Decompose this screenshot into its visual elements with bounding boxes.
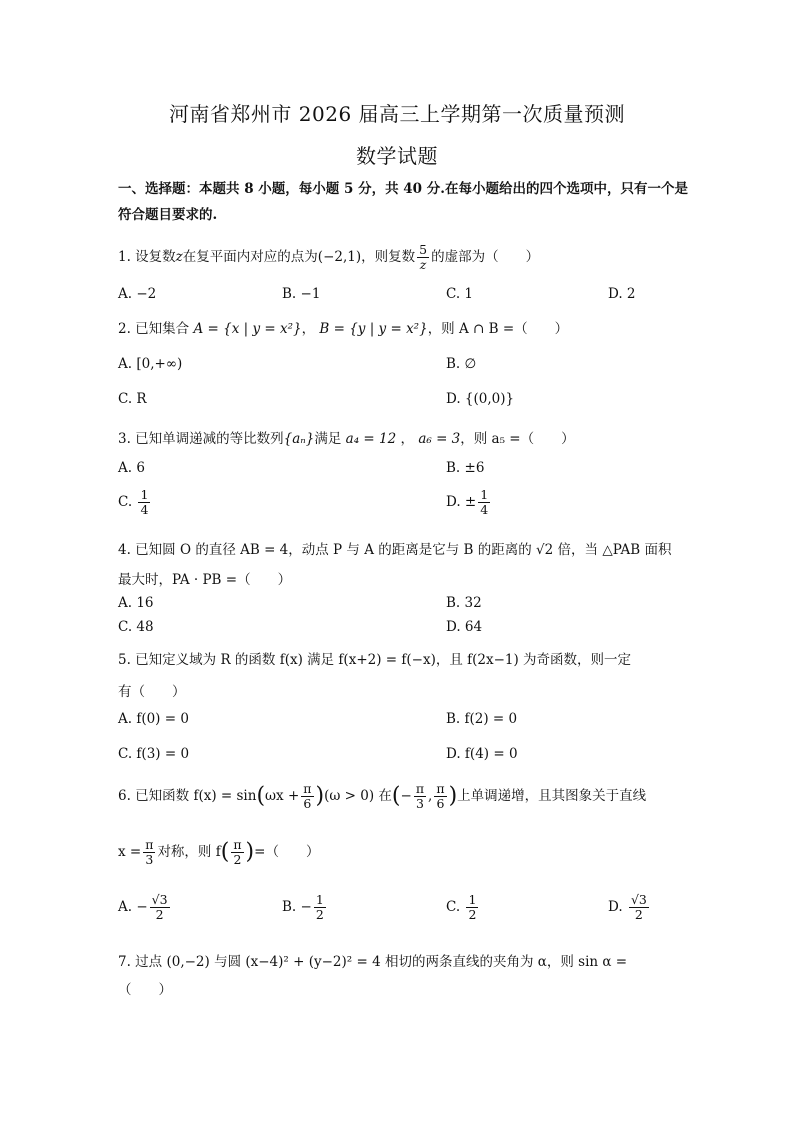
question-3: 3. 已知单调递减的等比数列{aₙ}满足 a₄ = 12 ， a₆ = 3，则 a₅ =（ ） [118,431,575,447]
q4-option-b[interactable]: B. 32 [446,595,482,611]
q3-option-d[interactable]: D. ± $\frac{1}{4}$ [446,487,489,517]
q1-option-d[interactable]: D. 2 [608,286,636,302]
exam-subtitle: 数学试题 [356,144,438,168]
question-6-line-1: 6. 已知函数 f(x) = sin(ωx + $\frac{\pi}{6}$ )(ω > 0) 在(− $\frac{\pi}{3}$ , $\frac{\pi}{6}$ )上单调递增，且其图象关于直线 [118,781,647,811]
section-heading: 一、选择题：本题共 8 小题，每小题 5 分，共 40 分.在每小题给出的四个选项中，只有一个是符合题目要求的. [118,181,688,223]
q4-option-c[interactable]: C. 48 [118,619,154,635]
question-1: 1. 设复数z在复平面内对应的点为(−2,1)，则复数 $\frac{5}{z}$ 的虚部为（ ） [118,242,540,272]
q3-option-b[interactable]: B. ±6 [446,460,485,476]
question-7-line-1: 7. 过点 (0,−2) 与圆 (x−4)² + (y−2)² = 4 相切的两条直线的夹角为 α，则 sin α = [118,954,628,970]
q2-option-a[interactable]: A. [0,+∞) [118,356,183,372]
question-2: 2. 已知集合 A = {x | y = x²}， B = {y | y = x²}，则 A ∩ B =（ ） [118,321,569,337]
q5-option-c[interactable]: C. f(3) = 0 [118,746,190,762]
exam-title: 河南省郑州市 2026 届高三上学期第一次质量预测 [168,102,626,126]
question-5-line-1: 5. 已知定义域为 R 的函数 f(x) 满足 f(x+2) = f(−x)，且 f(2x−1) 为奇函数，则一定 [118,652,632,668]
q1-option-c[interactable]: C. 1 [446,286,474,302]
q5-option-a[interactable]: A. f(0) = 0 [118,711,189,727]
q5-option-b[interactable]: B. f(2) = 0 [446,711,518,727]
q2-option-b[interactable]: B. ∅ [446,356,477,372]
q6-option-d[interactable]: D. $\frac{√3}{2}$ [608,892,647,922]
q3-option-a[interactable]: A. 6 [118,460,145,476]
q5-option-d[interactable]: D. f(4) = 0 [446,746,518,762]
fraction: $\frac{5}{z}$ [419,242,428,272]
q1-option-b[interactable]: B. −1 [282,286,321,302]
question-6-line-2: x = $\frac{\pi}{3}$ 对称，则 f( $\frac{\pi}{2}$ )=（ ） [118,837,320,867]
q3-option-c[interactable]: C. $\frac{1}{4}$ [118,487,149,517]
q4-option-d[interactable]: D. 64 [446,619,483,635]
q6-option-c[interactable]: C. $\frac{1}{2}$ [446,892,477,922]
question-5-line-2: 有（ ） [118,684,186,700]
q4-option-a[interactable]: A. 16 [118,595,154,611]
q6-option-b[interactable]: B. − $\frac{1}{2}$ [282,892,324,922]
question-7-line-2: （ ） [118,982,172,998]
question-4-line-1: 4. 已知圆 O 的直径 AB = 4，动点 P 与 A 的距离是它与 B 的距离的 √2 倍，当 △PAB 面积 [118,542,672,558]
q2-option-d[interactable]: D. {(0,0)} [446,391,515,407]
question-4-line-2: 最大时，PA · PB =（ ） [118,572,292,588]
q1-option-a[interactable]: A. −2 [118,286,157,302]
q6-option-a[interactable]: A. − $\frac{√3}{2}$ [118,892,168,922]
q2-option-c[interactable]: C. R [118,391,147,407]
